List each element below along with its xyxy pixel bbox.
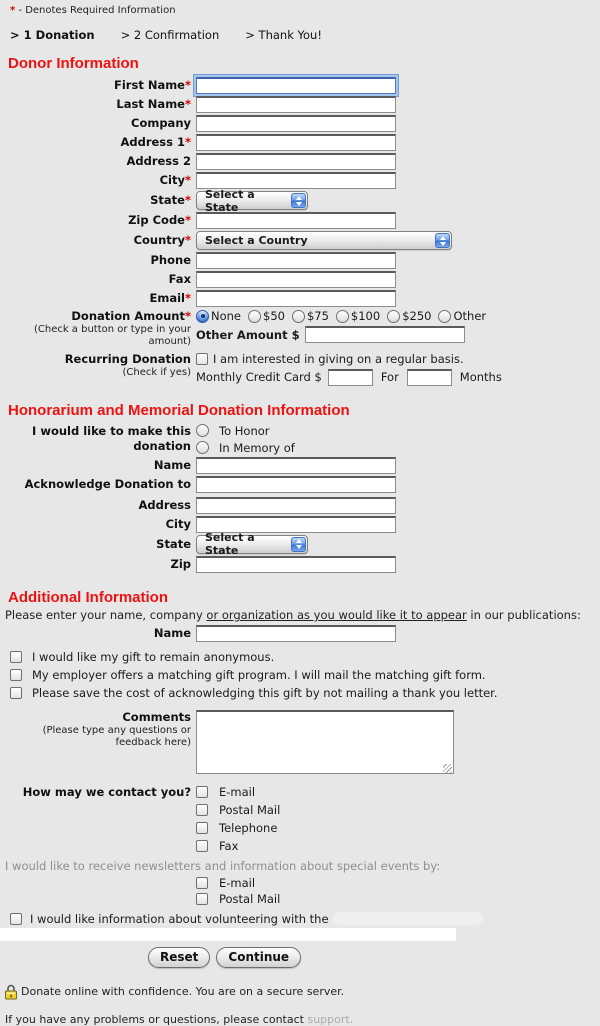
newsletter-email-row: [0, 876, 600, 890]
first-name-row: [0, 77, 600, 94]
step-thank-you: > Thank You!: [245, 28, 322, 42]
select-stepper-icon: [291, 193, 306, 208]
contact-methods-row: [0, 785, 600, 857]
amount-none-label: None: [211, 309, 242, 323]
donation-amount-sublabel: (Check a button or type in your amount): [33, 323, 191, 348]
recurring-donation-row: [0, 352, 600, 386]
address2-row: [0, 153, 600, 170]
honor-city-label: City: [165, 516, 191, 531]
contact-postal-label: Postal Mail: [219, 802, 281, 817]
address1-input[interactable]: [196, 134, 396, 151]
save-cost-row: [10, 686, 600, 700]
donor-section-title: Donor Information: [8, 55, 139, 72]
donation-amount-label: Donation Amount* (Check a button or type in your amount): [0, 309, 196, 349]
fax-input[interactable]: [196, 271, 396, 288]
contact-methods-label: How may we contact you?: [22, 784, 191, 799]
monthly-amount-input[interactable]: [328, 369, 373, 386]
amount-none-radio[interactable]: [196, 310, 209, 323]
phone-row: [0, 252, 600, 269]
state-select-value: Select a State: [205, 187, 255, 214]
in-memory-radio[interactable]: [196, 441, 209, 454]
honor-state-label: State: [156, 536, 191, 551]
city-input[interactable]: [196, 172, 396, 189]
phone-input[interactable]: [196, 252, 396, 269]
amount-50-radio[interactable]: [248, 310, 261, 323]
donation-amount-options: [196, 309, 493, 323]
honor-address-label: Address: [138, 497, 191, 512]
state-label: State*: [150, 193, 191, 208]
honor-name-row: [0, 457, 600, 474]
contact-telephone-label: Telephone: [219, 820, 278, 835]
additional-section-title: Additional Information: [8, 588, 168, 606]
zip-row: [0, 212, 600, 229]
honor-name-input[interactable]: [196, 457, 396, 474]
step-breadcrumb: [10, 28, 600, 42]
honor-address-row: [0, 497, 600, 514]
reset-button[interactable]: Reset: [148, 947, 210, 968]
email-label: Email*: [149, 291, 191, 306]
state-select[interactable]: [196, 187, 308, 214]
publications-name-input[interactable]: [196, 625, 396, 642]
monthly-credit-label: Monthly Credit Card $: [196, 370, 322, 385]
continue-button[interactable]: Continue: [216, 947, 301, 968]
honor-zip-label: Zip: [170, 556, 191, 571]
comments-sublabel: (Please type any questions or feedback here): [42, 724, 191, 749]
redacted-org-name: [334, 913, 482, 924]
resize-handle-icon[interactable]: [443, 764, 452, 773]
amount-75-radio[interactable]: [292, 310, 305, 323]
amount-100-radio[interactable]: [336, 310, 349, 323]
first-name-label: First Name*: [114, 78, 191, 93]
honorarium-type-row: [0, 424, 600, 455]
country-row: [0, 231, 600, 250]
publications-note: Please enter your name, company or organization as you would like it to appear in our publications:: [5, 607, 581, 622]
matching-gift-checkbox[interactable]: [10, 669, 22, 681]
publications-name-label: Name: [153, 625, 191, 640]
honorarium-section-title: Honorarium and Memorial Donation Information: [8, 401, 350, 419]
comments-textarea[interactable]: [196, 710, 454, 774]
amount-other-radio[interactable]: [438, 310, 451, 323]
recurring-sublabel: (Check if yes): [122, 366, 191, 378]
other-amount-label: Other Amount $: [196, 327, 300, 342]
newsletter-postal-row: [0, 892, 600, 906]
amount-other-label: Other: [453, 309, 487, 323]
address2-input[interactable]: [196, 153, 396, 170]
comments-label: Comments (Please type any questions or feedback here): [0, 710, 196, 750]
to-honor-label: To Honor: [219, 423, 270, 438]
contact-fax-label: Fax: [219, 838, 239, 853]
newsletter-note: I would like to receive newsletters and information about special events by:: [5, 858, 441, 873]
amount-250-radio[interactable]: [387, 310, 400, 323]
contact-fax-checkbox[interactable]: [196, 840, 208, 852]
secure-note-text: Donate online with confidence. You are on a secure server.: [21, 985, 345, 999]
honor-address-input[interactable]: [196, 497, 396, 514]
required-note: [10, 5, 600, 16]
recurring-checkbox-label: I am interested in giving on a regular basis.: [213, 351, 464, 366]
volunteer-row: [10, 912, 600, 926]
anonymous-row: [10, 650, 600, 664]
monthly-months-input[interactable]: [407, 369, 452, 386]
save-cost-label: Please save the cost of acknowledging this gift by not mailing a thank you letter.: [32, 685, 498, 700]
in-memory-label: In Memory of: [219, 440, 295, 455]
redacted-bar: [0, 928, 456, 941]
honor-state-select-value: Select a State: [205, 531, 255, 558]
amount-50-label: $50: [263, 309, 285, 323]
save-cost-checkbox[interactable]: [10, 687, 22, 699]
address1-row: [0, 134, 600, 151]
anonymous-checkbox[interactable]: [10, 651, 22, 663]
fax-label: Fax: [168, 272, 191, 287]
publications-name-row: [0, 625, 600, 642]
select-stepper-icon: [291, 537, 306, 552]
contact-email-label: E-mail: [219, 784, 256, 799]
required-asterisk: *: [10, 5, 16, 16]
phone-label: Phone: [150, 253, 191, 268]
fax-row: [0, 271, 600, 288]
honor-state-select[interactable]: [196, 531, 308, 558]
honor-state-row: [0, 531, 600, 558]
first-name-input[interactable]: [196, 77, 396, 94]
email-row: [0, 290, 600, 307]
recurring-checkbox[interactable]: [196, 353, 208, 365]
matching-gift-row: [10, 668, 600, 682]
monthly-for-label: For: [380, 370, 399, 385]
last-name-label: Last Name*: [116, 97, 191, 112]
matching-gift-label: My employer offers a matching gift program. I will mail the matching gift form.: [32, 667, 486, 682]
recurring-label: Recurring Donation (Check if yes): [0, 352, 196, 379]
email-input[interactable]: [196, 290, 396, 307]
required-note-text: - Denotes Required Information: [15, 5, 176, 16]
honor-city-row: [0, 516, 600, 533]
city-row: [0, 172, 600, 189]
to-honor-radio[interactable]: [196, 424, 209, 437]
step-confirmation: > 2 Confirmation: [120, 28, 220, 42]
volunteer-label: I would like information about volunteering with the: [30, 911, 329, 926]
last-name-row: [0, 96, 600, 113]
anonymous-label: I would like my gift to remain anonymous.: [32, 649, 275, 664]
last-name-input[interactable]: [196, 96, 396, 113]
address2-label: Address 2: [126, 154, 191, 169]
donation-form-page: [0, 5, 600, 1026]
zip-label: Zip Code*: [128, 213, 191, 228]
address1-label: Address 1*: [120, 135, 191, 150]
amount-250-label: $250: [402, 309, 432, 323]
country-select[interactable]: [196, 231, 452, 250]
honor-zip-input[interactable]: [196, 556, 396, 573]
contact-email-checkbox[interactable]: [196, 786, 208, 798]
honor-name-label: Name: [153, 457, 191, 472]
step-donation: > 1 Donation: [10, 28, 95, 42]
company-label: Company: [131, 116, 191, 131]
monthly-months-label: Months: [459, 370, 502, 385]
support-note: If you have any problems or questions, please contact support.: [5, 1012, 354, 1026]
company-input[interactable]: [196, 115, 396, 132]
country-label: Country*: [133, 233, 191, 248]
newsletter-email-checkbox[interactable]: [196, 877, 208, 889]
company-row: [0, 115, 600, 132]
honor-zip-row: [0, 556, 600, 573]
amount-100-label: $100: [350, 309, 381, 323]
newsletter-postal-label: Postal Mail: [219, 891, 281, 906]
country-select-value: Select a Country: [205, 234, 308, 247]
acknowledge-input[interactable]: [196, 476, 396, 493]
acknowledge-row: [0, 476, 600, 493]
donation-amount-row: [0, 309, 600, 349]
newsletter-email-label: E-mail: [219, 875, 256, 890]
form-actions: [148, 947, 600, 968]
contact-telephone-checkbox[interactable]: [196, 822, 208, 834]
support-link[interactable]: support.: [307, 1012, 354, 1026]
comments-row: [0, 710, 600, 777]
honor-city-input[interactable]: [196, 516, 396, 533]
contact-postal-checkbox[interactable]: [196, 804, 208, 816]
amount-75-label: $75: [306, 309, 329, 323]
honorarium-type-label: I would like to make this donation: [32, 423, 191, 453]
acknowledge-label: Acknowledge Donation to: [24, 476, 191, 491]
city-label: City*: [159, 173, 191, 188]
newsletter-postal-checkbox[interactable]: [196, 893, 208, 905]
zip-input[interactable]: [196, 212, 396, 229]
other-amount-input[interactable]: [305, 326, 465, 343]
lock-icon: [4, 984, 18, 1000]
select-stepper-icon: [435, 233, 450, 248]
volunteer-checkbox[interactable]: [10, 913, 22, 925]
state-row: [0, 187, 600, 214]
secure-note-row: [4, 984, 600, 1000]
